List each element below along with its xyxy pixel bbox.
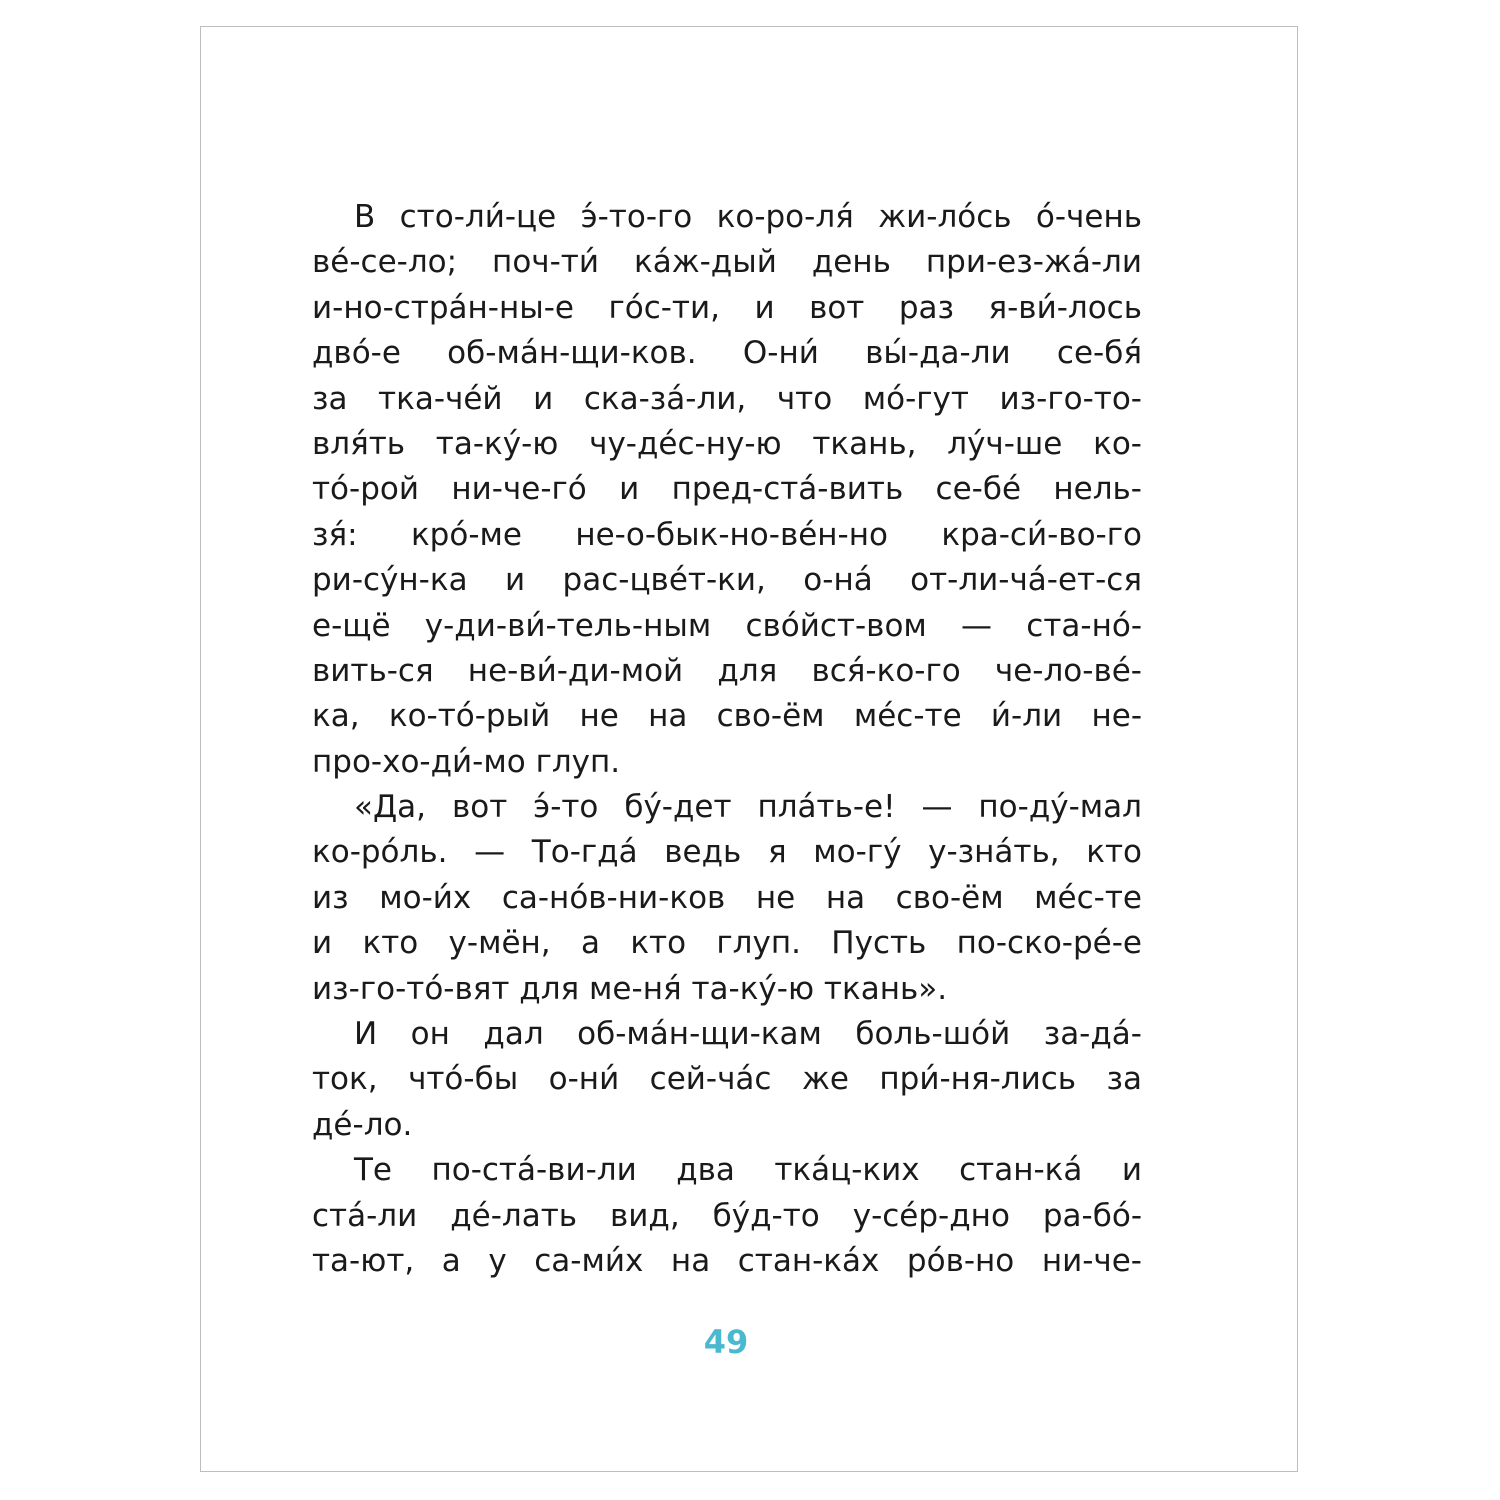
text-line: вля́ть та-ку́-ю чу-де́с-ну-ю ткань, лу́ч-ше ко- [312, 425, 1142, 462]
text-line: та-ют, а у са-ми́х на стан-ка́х ро́в-но ни-че- [312, 1242, 1142, 1279]
text-line: В сто-ли́-це э́-то-го ко-ро-ля́ жи-ло́сь о́-чень [354, 199, 1142, 235]
text-line: и кто у-мён, а кто глуп. Пусть по-ско-ре́-е [312, 925, 1142, 962]
text-line: ста́-ли де́-лать вид, бу́д-то у-се́р-дно ра-бо́- [312, 1197, 1142, 1234]
text-line: зя́: кро́-ме не-о-бык-но-ве́н-но кра-си́-во-го [312, 516, 1142, 553]
text-line: «Да, вот э́-то бу́-дет пла́ть-е! — по-ду́-мал [354, 789, 1142, 826]
text-line: де́-ло. [312, 1106, 413, 1143]
text-line: про-хо-ди́-мо глуп. [312, 743, 621, 780]
text-line: Те по-ста́-ви-ли два тка́ц-ких стан-ка́ и [354, 1152, 1142, 1189]
text-line: то́-рой ни-че-го́ и пред-ста́-вить се-бе́ нель- [312, 471, 1142, 508]
text-line: из-го-то́-вят для ме-ня́ та-ку́-ю ткань». [312, 970, 948, 1007]
text-line: дво́-е об-ма́н-щи-ков. О-ни́ вы́-да-ли се-бя́ [312, 335, 1142, 372]
text-line: ри-су́н-ка и рас-цве́т-ки, о-на́ от-ли-ча́-ет-ся [312, 562, 1142, 599]
page-text [312, 195, 1142, 1284]
text-line: е-щё у-ди-ви́-тель-ным сво́йст-вом — ста-но́- [312, 607, 1142, 644]
text-line: ка, ко-то́-рый не на сво-ём ме́с-те и́-ли не- [312, 698, 1142, 735]
page-number: 49 [703, 1323, 749, 1361]
text-line: ко-ро́ль. — То-гда́ ведь я мо-гу́ у-зна́ть, кто [312, 834, 1142, 871]
text-line: ве́-се-ло; поч-ти́ ка́ж-дый день при-ез-жа́-ли [312, 244, 1142, 281]
text-line: ток, что́-бы о-ни́ сей-ча́с же при́-ня-лись за [312, 1061, 1142, 1098]
text-line: И он дал об-ма́н-щи-кам боль-шо́й за-да́- [354, 1016, 1142, 1053]
text-line: за тка-че́й и ска-за́-ли, что мо́-гут из-го-то- [312, 380, 1142, 417]
text-line: вить-ся не-ви́-ди-мой для вся́-ко-го че-ло-ве́- [312, 652, 1142, 689]
text-line: и-но-стра́н-ны-е го́с-ти, и вот раз я-ви́-лось [312, 289, 1142, 326]
text-line: из мо-и́х са-но́в-ни-ков не на сво-ём ме́с-те [312, 879, 1142, 916]
